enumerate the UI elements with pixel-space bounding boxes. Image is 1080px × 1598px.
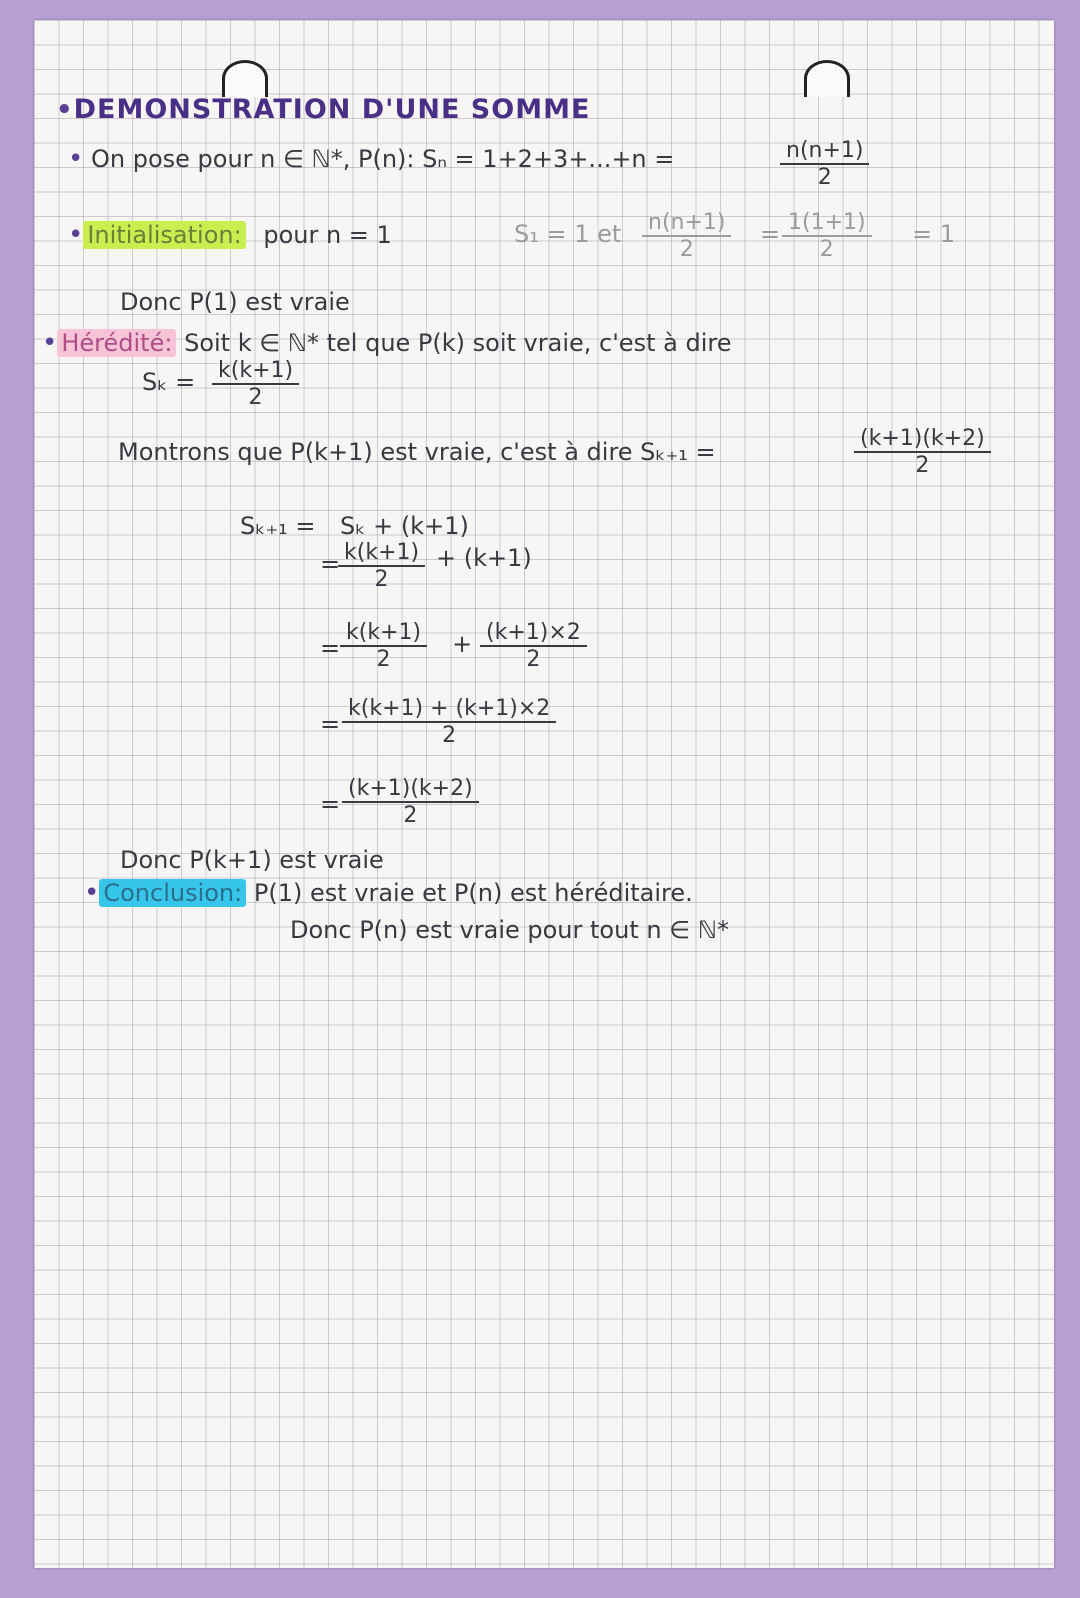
intro-line (68, 144, 674, 174)
initialisation-fraction-2-denominator: 2 (819, 237, 834, 262)
heredite-line (42, 328, 731, 358)
initialisation-text: pour n = 1 (263, 221, 392, 249)
graph-paper-sheet (34, 20, 1054, 1568)
initialisation-fraction-1 (642, 210, 731, 262)
heredite-show-denominator: 2 (915, 453, 930, 478)
step2-denominator-b: 2 (526, 647, 541, 672)
step4-numerator: (k+1)(k+2) (342, 776, 479, 803)
heredite-label: Hérédité: (57, 329, 176, 357)
heredite-sk: Sₖ = (142, 368, 196, 396)
initialisation-fraction-1-numerator: n(n+1) (642, 210, 731, 237)
title-bullet: • (56, 95, 74, 125)
initialisation-s1: S₁ = 1 et (514, 220, 622, 248)
heredite-text: Soit k ∈ ℕ* tel que P(k) soit vraie, c'est à dire (184, 329, 732, 357)
step2-fraction-b (480, 620, 587, 672)
step1-fraction (338, 540, 425, 592)
initialisation-bullet: • (68, 220, 84, 250)
initialisation-equals: = (760, 220, 781, 248)
intro-fraction-numerator: n(n+1) (780, 138, 869, 165)
initialisation-fraction-2 (782, 210, 872, 262)
step3-fraction (342, 696, 556, 748)
step0-lhs: Sₖ₊₁ = (240, 512, 316, 540)
intro-fraction-denominator: 2 (817, 165, 832, 190)
step1-equals: = (320, 550, 341, 578)
step4-equals: = (320, 790, 341, 818)
heredite-sk-fraction (212, 358, 299, 410)
step3-numerator: k(k+1) + (k+1)×2 (342, 696, 556, 723)
conclusion-line (84, 878, 693, 908)
heredite-conclusion: Donc P(k+1) est vraie (120, 846, 384, 874)
conclusion-line2: Donc P(n) est vraie pour tout n ∈ ℕ* (290, 916, 729, 944)
initialisation-line (68, 220, 392, 250)
initialisation-conclusion: Donc P(1) est vraie (120, 288, 350, 316)
title-text: DEMONSTRATION D'UNE SOMME (73, 94, 591, 125)
conclusion-line1: P(1) est vraie et P(n) est héréditaire. (253, 879, 693, 907)
step1-plus-term: + (k+1) (436, 544, 532, 572)
intro-bullet: • (68, 144, 84, 174)
heredite-show-fraction (854, 426, 991, 478)
step1-numerator: k(k+1) (338, 540, 425, 567)
conclusion-bullet: • (84, 878, 100, 908)
binder-hole-right (804, 60, 850, 97)
intro-fraction (780, 138, 869, 190)
initialisation-fraction-1-denominator: 2 (679, 237, 694, 262)
conclusion-label: Conclusion: (99, 879, 246, 907)
binder-hole-left (222, 60, 268, 97)
step2-numerator-b: (k+1)×2 (480, 620, 587, 647)
step3-denominator: 2 (442, 723, 457, 748)
initialisation-result: = 1 (912, 220, 956, 248)
heredite-show-text: Montrons que P(k+1) est vraie, c'est à dire Sₖ₊₁ = (118, 438, 716, 466)
heredite-sk-denominator: 2 (248, 385, 263, 410)
step0-rhs: Sₖ + (k+1) (340, 512, 469, 540)
initialisation-fraction-2-numerator: 1(1+1) (782, 210, 872, 237)
step2-fraction-a (340, 620, 427, 672)
page-title (56, 94, 590, 125)
step2-denominator-a: 2 (376, 647, 391, 672)
step2-numerator-a: k(k+1) (340, 620, 427, 647)
step2-equals: = (320, 634, 341, 662)
step1-denominator: 2 (374, 567, 389, 592)
step3-equals: = (320, 710, 341, 738)
heredite-bullet: • (42, 328, 58, 358)
step4-denominator: 2 (403, 803, 418, 828)
intro-text: On pose pour n ∈ ℕ*, P(n): Sₙ = 1+2+3+...+n = (90, 145, 675, 173)
initialisation-label: Initialisation: (83, 221, 245, 249)
step4-fraction (342, 776, 479, 828)
heredite-show-numerator: (k+1)(k+2) (854, 426, 991, 453)
step2-plus: + (452, 630, 473, 658)
heredite-sk-numerator: k(k+1) (212, 358, 299, 385)
